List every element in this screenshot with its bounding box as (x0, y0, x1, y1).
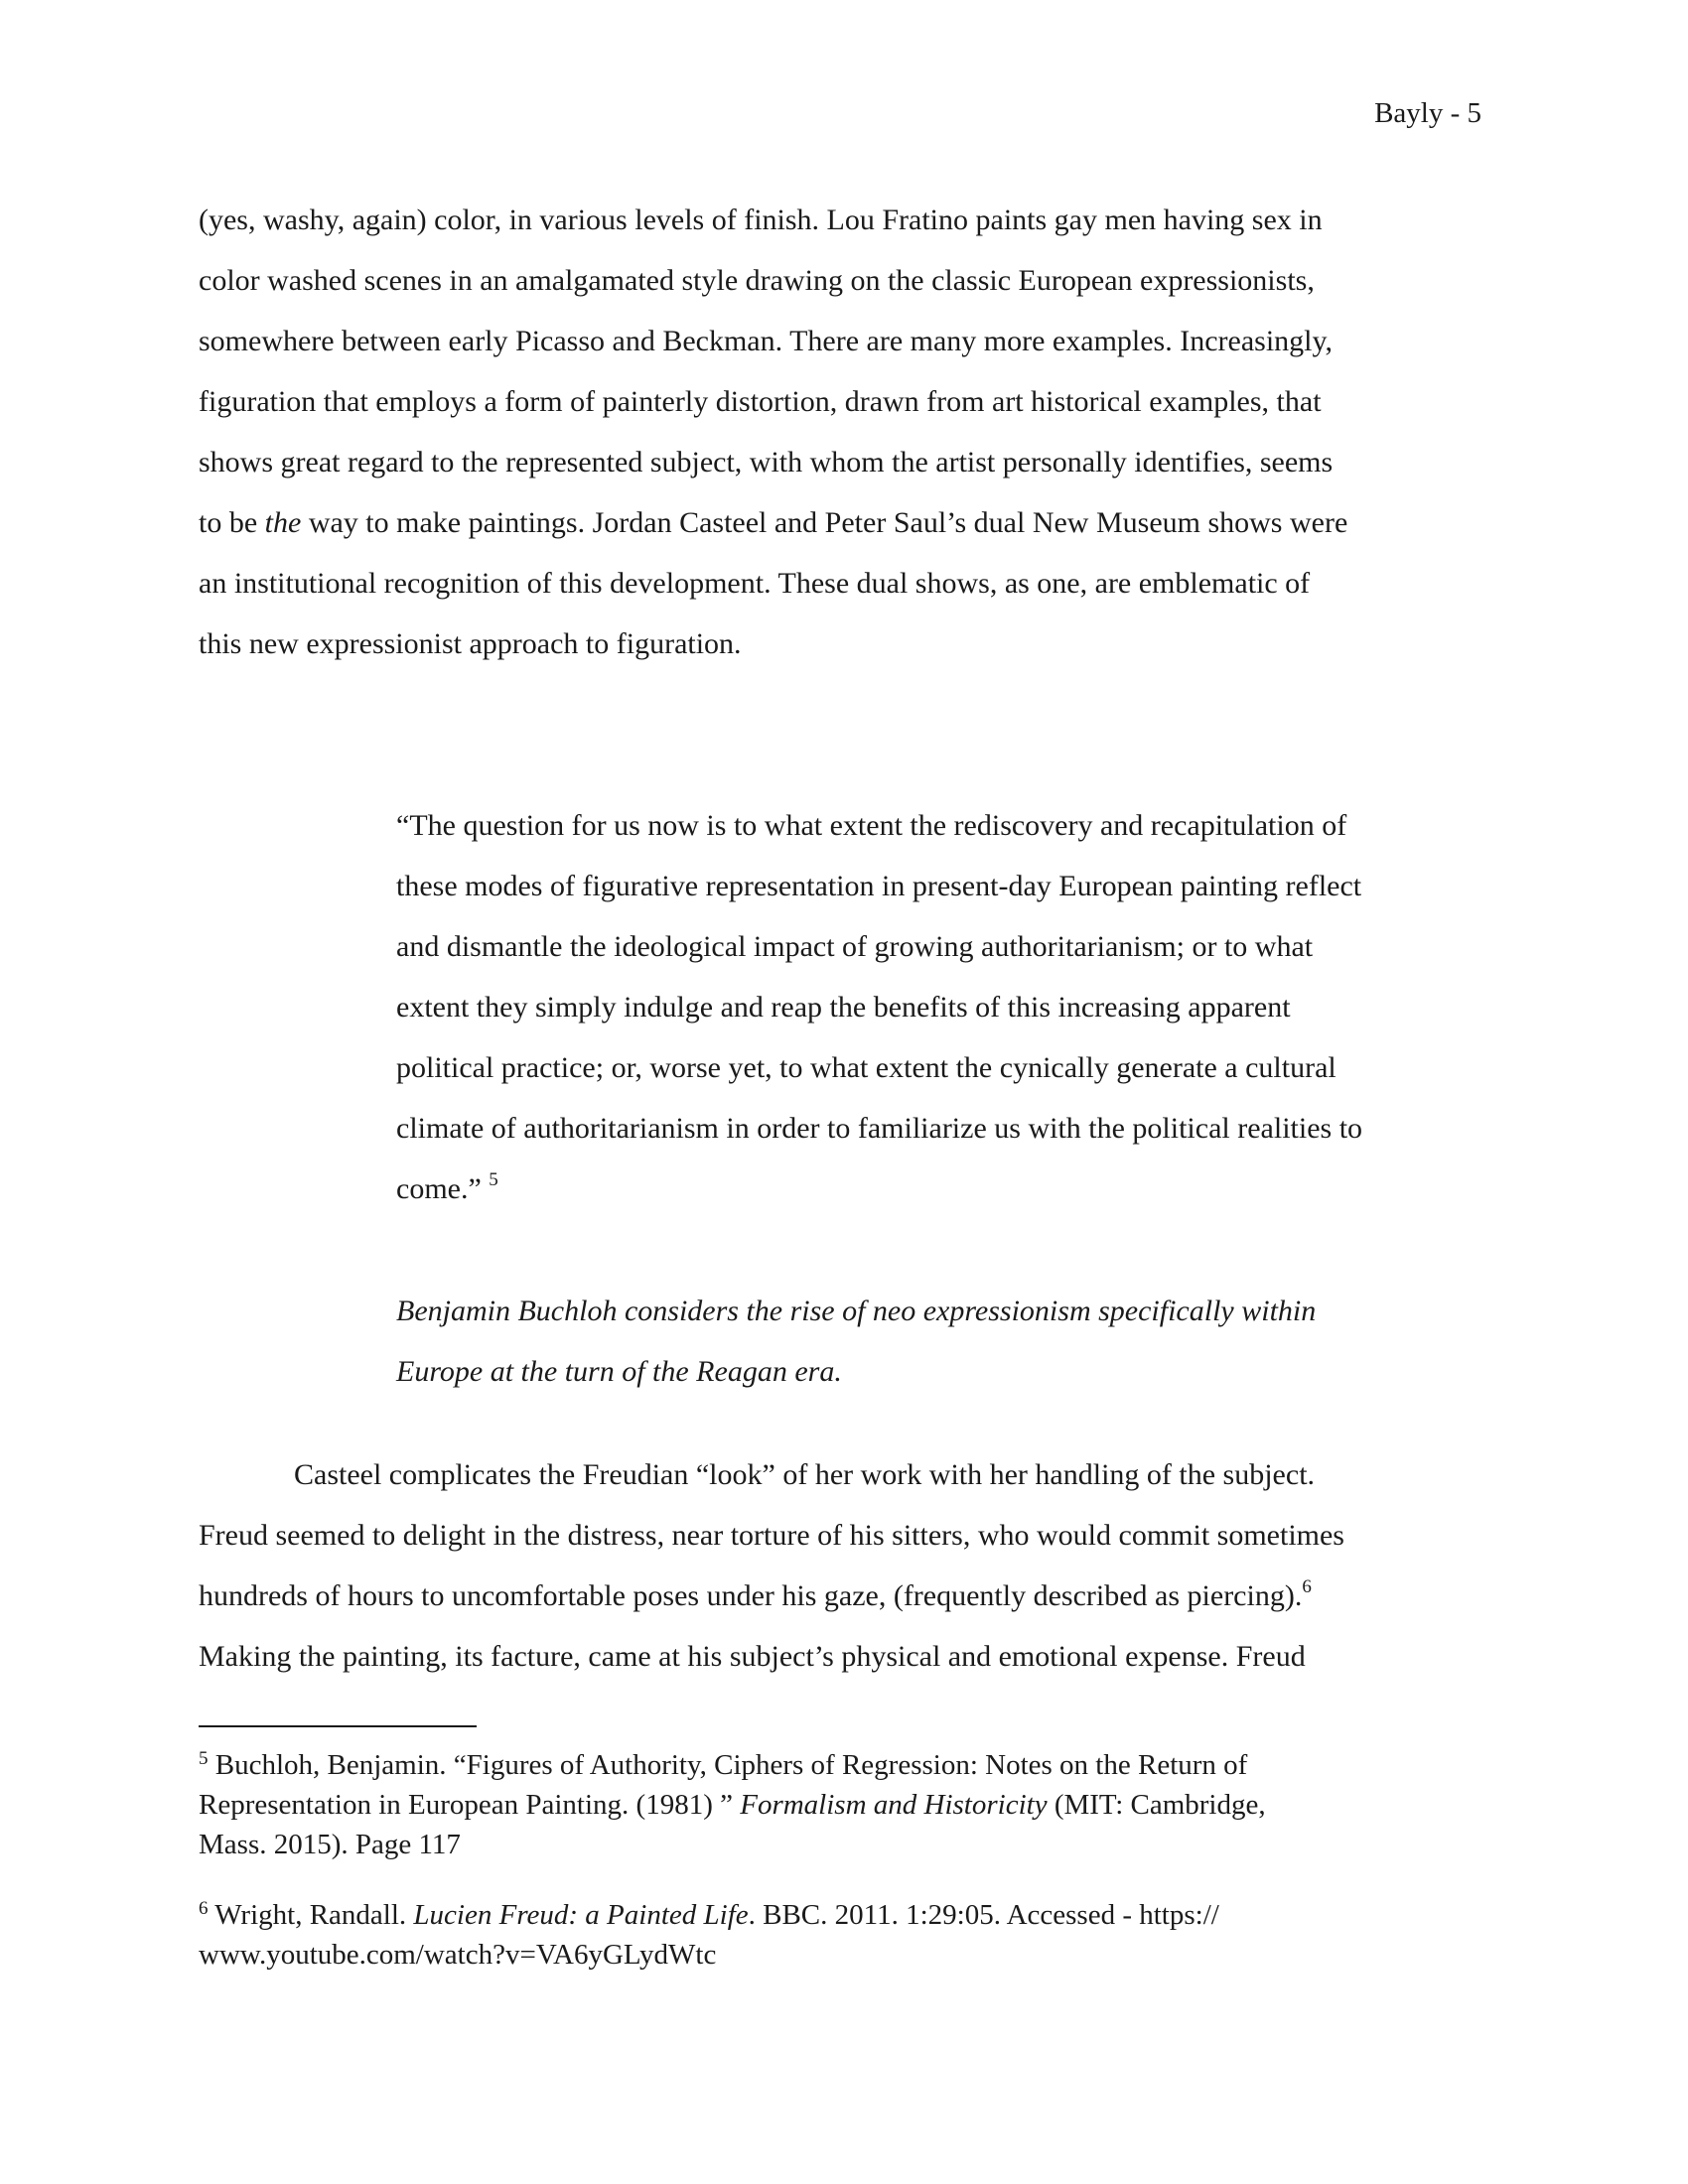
text-run: . BBC. 2011. 1:29:05. Accessed - https:// (748, 1899, 1219, 1931)
footnote-line (199, 1745, 1247, 1789)
commentary-line: Benjamin Buchloh considers the rise of neo expressionism specifically within (396, 1295, 1317, 1327)
text-line: shows great regard to the represented subject, with whom the artist personally identifies, seems (199, 446, 1334, 478)
footnote-url[interactable]: www.youtube.com/watch?v=VA6yGLydWtc (199, 1939, 717, 1971)
book-title: Formalism and Historicity (740, 1789, 1048, 1821)
quote-line: political practice; or, worse yet, to what extent the cynically generate a cultural (396, 1051, 1336, 1084)
emphasis-text: the (264, 506, 302, 539)
text-line: this new expressionist approach to figuration. (199, 627, 742, 660)
footnote-line (199, 1785, 1266, 1825)
quote-line: climate of authoritarianism in order to familiarize us with the political realities to (396, 1112, 1363, 1145)
footnote-reference[interactable]: 6 (1302, 1576, 1312, 1597)
quote-line: these modes of figurative representation in present-day European painting reflect (396, 870, 1362, 902)
quote-line: extent they simply indulge and reap the benefits of this increasing apparent (396, 991, 1291, 1024)
text-line: an institutional recognition of this development. These dual shows, as one, are emblematic of (199, 567, 1311, 600)
text-line: Making the painting, its facture, came at his subject’s physical and emotional expense. Freud (199, 1640, 1306, 1673)
text-run: way to make paintings. Jordan Casteel and Peter Saul’s dual New Museum shows were (301, 506, 1348, 539)
text-run: come.” (396, 1172, 482, 1205)
quote-line: “The question for us now is to what extent the rediscovery and recapitulation of (396, 809, 1347, 842)
text-run: to be (199, 506, 265, 539)
running-head: Bayly - 5 (1374, 97, 1481, 129)
text-line (199, 503, 1347, 543)
text-line: somewhere between early Picasso and Beckman. There are many more examples. Increasingly, (199, 325, 1334, 357)
footnote-number: 5 (199, 1748, 209, 1769)
film-title: Lucien Freud: a Painted Life (413, 1899, 749, 1931)
footnote-line: Mass. 2015). Page 117 (199, 1829, 461, 1860)
quote-line (396, 1169, 498, 1209)
commentary-line: Europe at the turn of the Reagan era. (396, 1355, 842, 1388)
text-line: Freud seemed to delight in the distress, near torture of his sitters, who would commit sometimes (199, 1519, 1344, 1552)
text-run: Wright, Randall. (208, 1899, 414, 1931)
text-line: figuration that employs a form of painterly distortion, drawn from art historical examples, that (199, 385, 1322, 418)
quote-line: and dismantle the ideological impact of growing authoritarianism; or to what (396, 930, 1314, 963)
footnote-line (199, 1895, 1219, 1939)
text-run: Buchloh, Benjamin. “Figures of Authority, Ciphers of Regression: Notes on the Return of (208, 1749, 1248, 1781)
footnote-separator (199, 1725, 477, 1727)
footnote-number: 6 (199, 1898, 209, 1919)
text-run: Representation in European Painting. (1981) ” (199, 1789, 741, 1821)
text-line (199, 1576, 1312, 1616)
text-line: (yes, washy, again) color, in various levels of finish. Lou Fratino paints gay men having sex in (199, 204, 1323, 236)
footnote-reference[interactable]: 5 (489, 1169, 498, 1190)
text-run: (MIT: Cambridge, (1047, 1789, 1266, 1821)
text-line: color washed scenes in an amalgamated style drawing on the classic European expressionists, (199, 264, 1315, 297)
text-run: hundreds of hours to uncomfortable poses under his gaze, (frequently described as piercing). (199, 1579, 1303, 1612)
text-line: Casteel complicates the Freudian “look” of her work with her handling of the subject. (294, 1458, 1316, 1491)
